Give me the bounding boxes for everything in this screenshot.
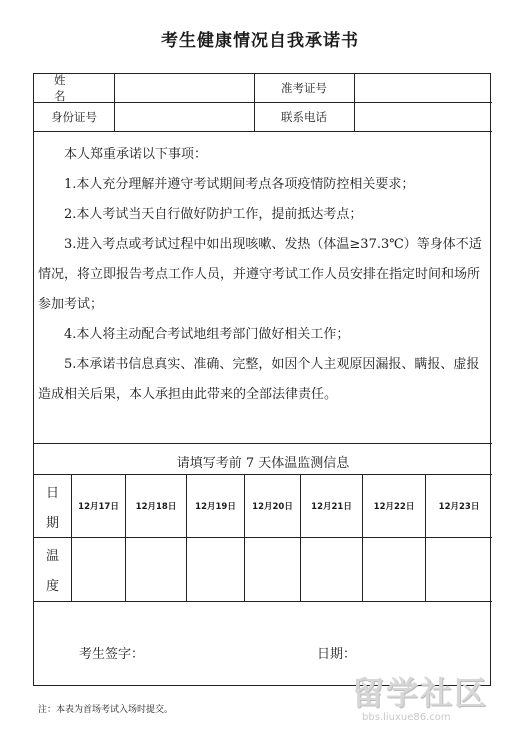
pledge-intro: 本人郑重承诺以下事项：	[64, 147, 208, 162]
temperature-row-label: 温 度	[45, 549, 59, 594]
temperature-input-4[interactable]	[245, 538, 300, 601]
date-cell-1: 12月17日	[78, 502, 119, 512]
pledge-text	[38, 140, 483, 410]
pledge-item-1: 1.本人充分理解并遵守考试期间考点各项疫情防控相关要求；	[64, 177, 415, 192]
pledge-item-5: 5.本承诺书信息真实、准确、完整，如因个人主观原因漏报、瞒报、虚报造成相关后果，本人承担由此带来的全部法律责任。	[38, 357, 480, 402]
date-cell-5: 12月21日	[311, 502, 352, 512]
document-title: 考生健康情况自我承诺书	[161, 31, 359, 51]
temperature-input-7[interactable]	[426, 538, 492, 601]
temperature-input-3[interactable]	[187, 538, 244, 601]
row-divider	[34, 601, 492, 602]
date-row-label: 日 期	[45, 486, 59, 531]
exam-id-field[interactable]	[355, 74, 492, 102]
row-divider	[34, 131, 492, 132]
id-card-label: 身份证号	[51, 110, 97, 124]
watermark-text: 留学社区	[352, 674, 489, 712]
temperature-input-6[interactable]	[363, 538, 425, 601]
pledge-item-4: 4.本人将主动配合考试地组考部门做好相关工作；	[64, 327, 350, 342]
temperature-input-2[interactable]	[126, 538, 186, 601]
date-cell-3: 12月19日	[195, 502, 236, 512]
footnote: 注：本表为首场考试入场时提交。	[38, 705, 174, 715]
pledge-item-2: 2.本人考试当天自行做好防护工作，提前抵达考点；	[64, 207, 363, 222]
date-cell-6: 12月22日	[373, 502, 415, 512]
pledge-item-3: 3.进入考点或考试过程中如出现咳嗽、发热（体温≥37.3℃）等身体不适情况，将立即报告考点工作人员，并遵守考试工作人员安排在指定时间和场所参加考试；	[38, 237, 482, 312]
temperature-section-title: 请填写考前 7 天体温监测信息	[176, 456, 350, 471]
name-label: 姓 名	[54, 73, 86, 103]
temperature-input-5[interactable]	[301, 538, 362, 601]
watermark-logo	[352, 668, 508, 738]
watermark-url: bbs.liuxue86.com	[362, 712, 451, 723]
temperature-input-1[interactable]	[72, 538, 125, 601]
phone-field[interactable]	[355, 103, 492, 131]
candidate-signature-label: 考生签字：	[79, 647, 145, 662]
phone-label: 联系电话	[281, 110, 327, 124]
name-field[interactable]	[115, 74, 254, 102]
date-cell-2: 12月18日	[135, 502, 177, 512]
date-cell-4: 12月20日	[252, 502, 293, 512]
signature-date-label: 日期：	[317, 647, 357, 662]
exam-id-label: 准考证号	[281, 81, 327, 95]
row-divider	[34, 443, 492, 444]
date-cell-7: 12月23日	[438, 502, 480, 512]
id-card-field[interactable]	[115, 103, 254, 131]
